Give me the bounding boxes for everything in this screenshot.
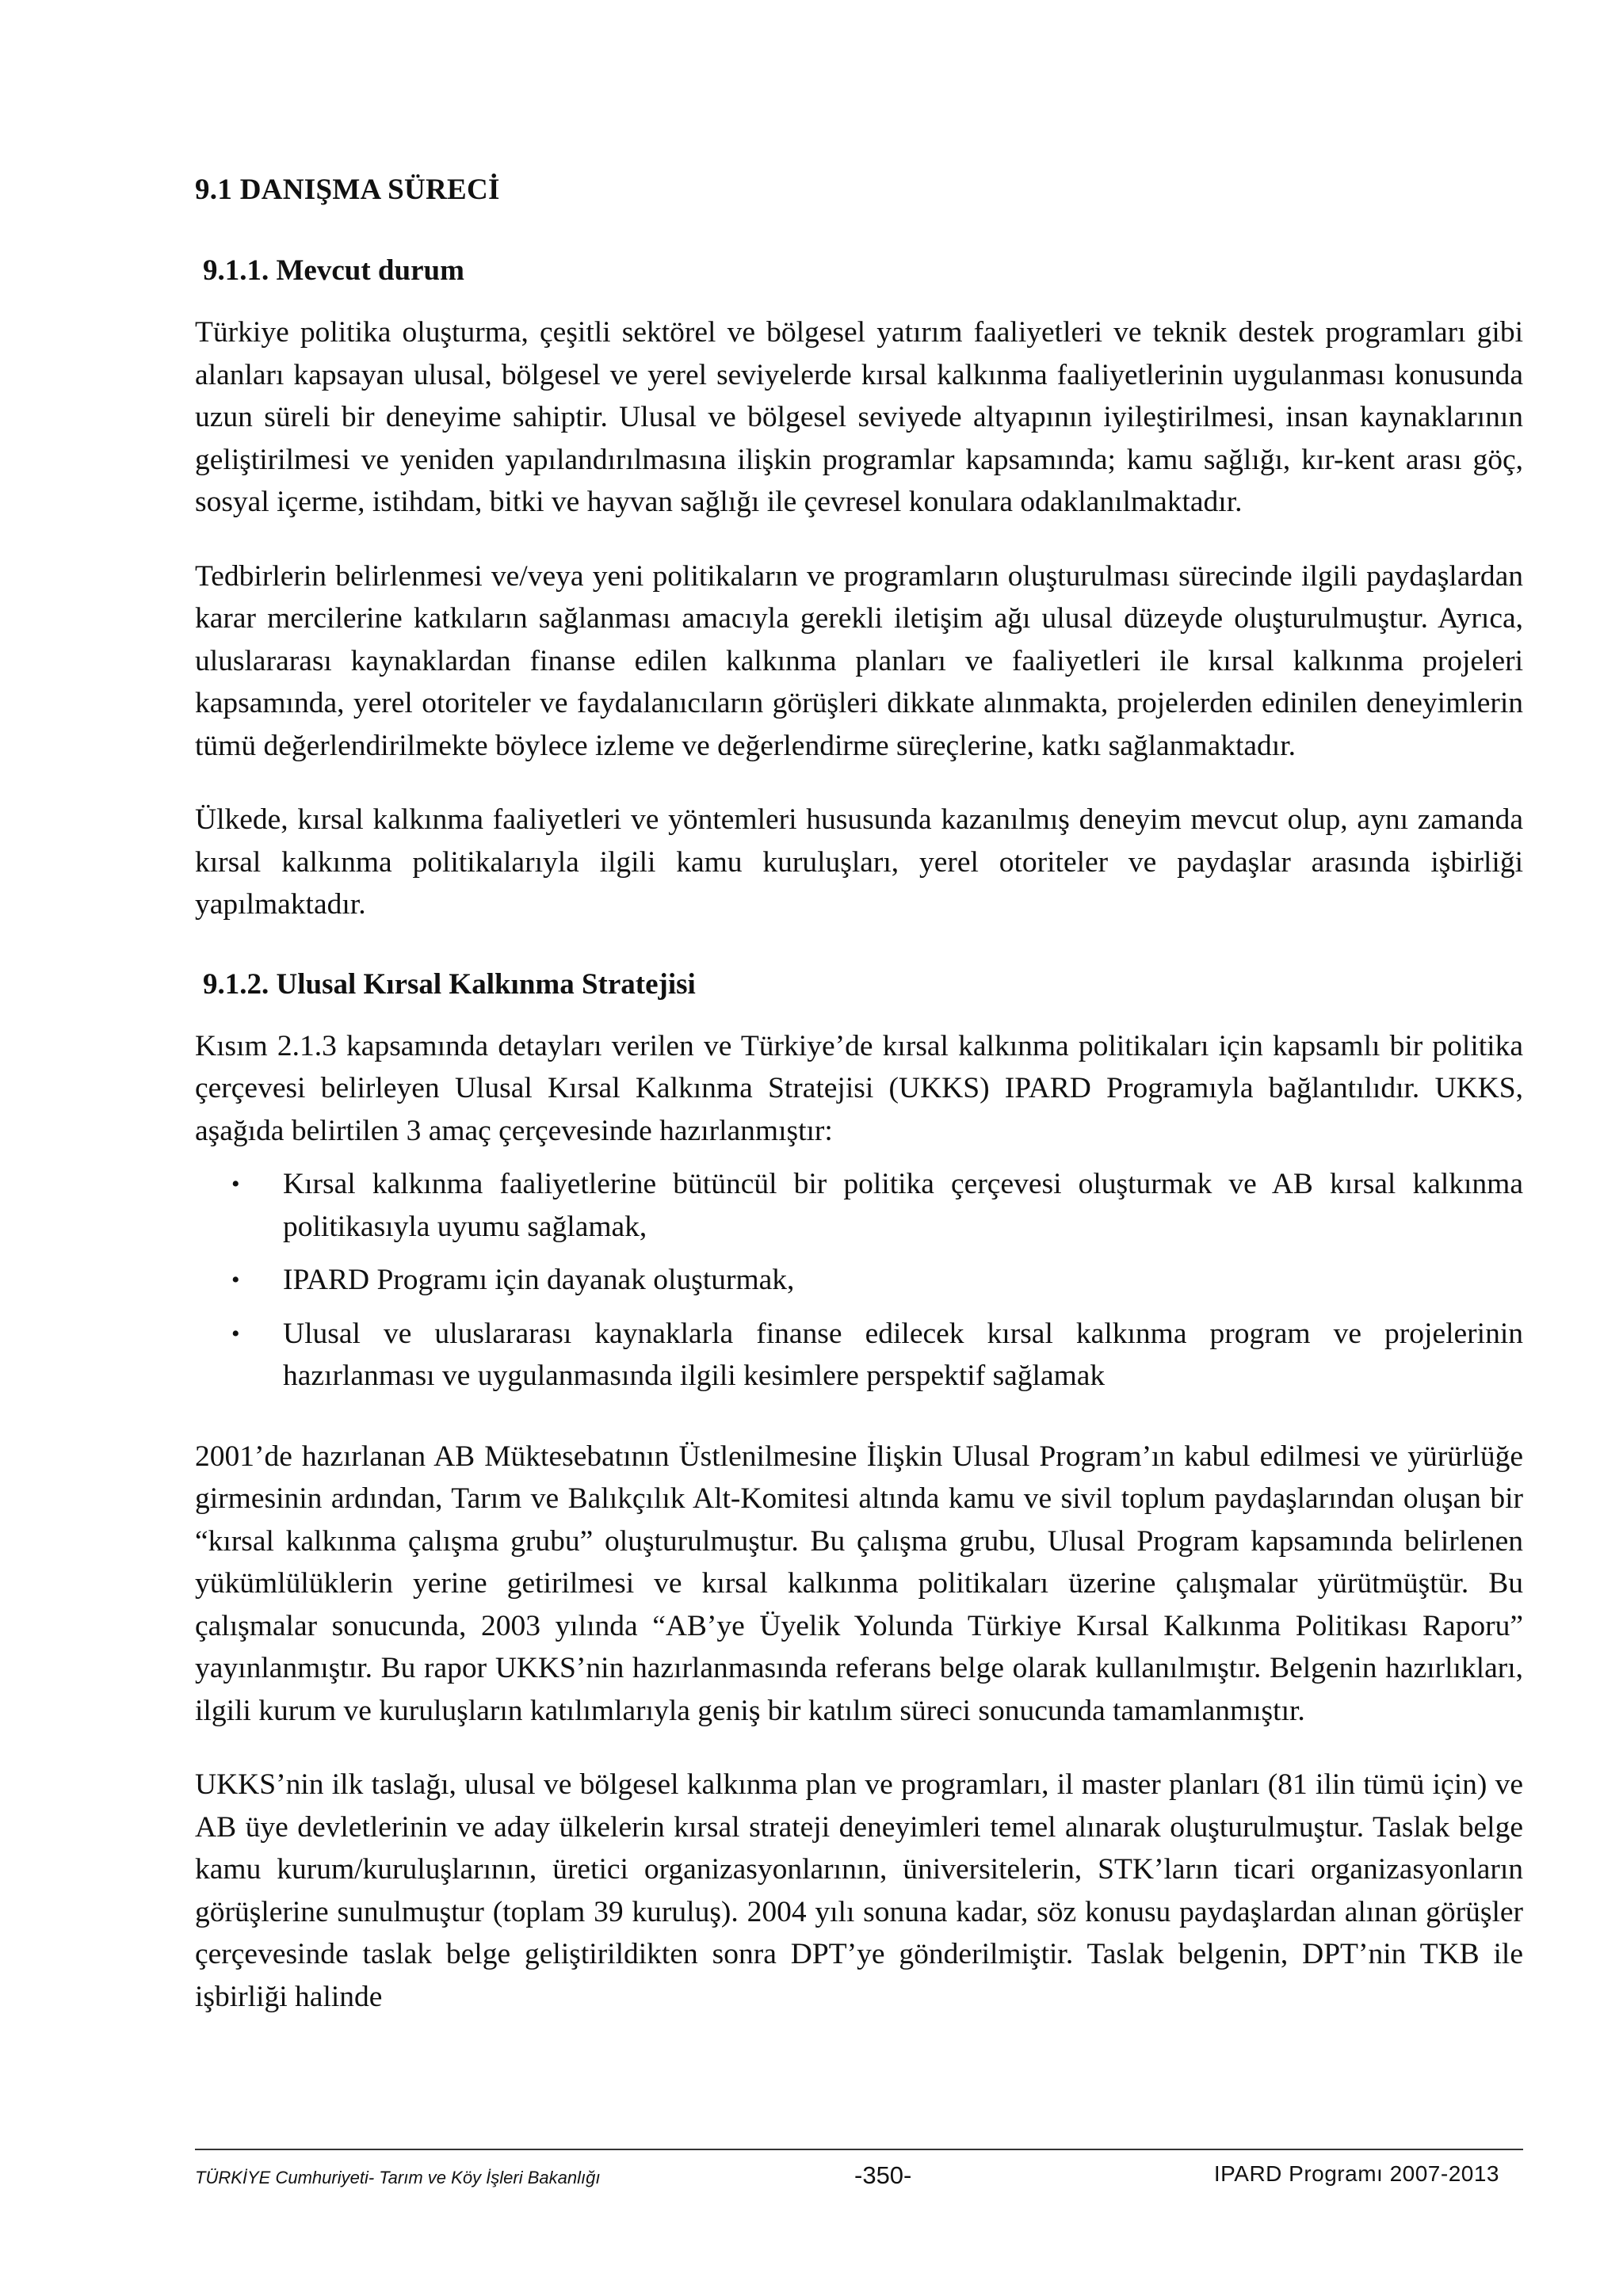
list-item	[195, 1259, 1523, 1302]
bullet-icon: •	[231, 1267, 240, 1293]
paragraph: Türkiye politika oluşturma, çeşitli sektörel ve bölgesel yatırım faaliyetleri ve teknik destek programları gibi alanları kapsayan ulusal, bölgesel ve yerel seviyelerde kırsal kalkınma faaliyetlerinin uygulanması konusunda uzun süreli bir deneyime sahiptir. Ulusal ve bölgesel seviyede altyapının iyileştirilmesi, insan kaynaklarının geliştirilmesi ve yeniden yapılandırılmasına ilişkin programlar kapsamında; kamu sağlığı, kır-kent arası göç, sosyal içerme, istihdam, bitki ve hayvan sağlığı ile çevresel konulara odaklanılmaktadır.	[195, 316, 1523, 518]
bullet-icon: •	[231, 1320, 240, 1347]
objectives-list	[195, 1163, 1523, 1398]
subsection-heading-ukks: 9.1.2. Ulusal Kırsal Kalkınma Stratejisi	[203, 967, 696, 1001]
subsection-heading-mevcut-durum: 9.1.1. Mevcut durum	[203, 254, 464, 287]
document-body	[195, 254, 1523, 2018]
footer-divider	[195, 2149, 1523, 2150]
list-item-text: IPARD Programı için dayanak oluşturmak,	[283, 1264, 795, 1296]
paragraph: Ülkede, kırsal kalkınma faaliyetleri ve yöntemleri hususunda kazanılmış deneyim mevcut olup, aynı zamanda kırsal kalkınma politikalarıyla ilgili kamu kuruluşları, yerel otoriteler ve paydaşlar arasında işbirliği yapılmaktadır.	[195, 803, 1523, 921]
list-item-text: Kırsal kalkınma faaliyetlerine bütüncül bir politika çerçevesi oluşturmak ve AB kırsal kalkınma politikasıyla uyumu sağlamak,	[283, 1168, 1523, 1243]
paragraph-intro: Kısım 2.1.3 kapsamında detayları verilen ve Türkiye’de kırsal kalkınma politikaları için kapsamlı bir politika çerçevesi belirleyen Ulusal Kırsal Kalkınma Stratejisi (UKKS) IPARD Programıyla bağlantılıdır. UKKS, aşağıda belirtilen 3 amaç çerçevesinde hazırlanmıştır:	[195, 1029, 1523, 1147]
list-item	[195, 1313, 1523, 1398]
list-item-text: Ulusal ve uluslararası kaynaklarla finanse edilecek kırsal kalkınma program ve projelerinin hazırlanması ve uygulanmasında ilgili kesimlere perspektif sağlamak	[283, 1317, 1523, 1392]
paragraph: Tedbirlerin belirlenmesi ve/veya yeni politikaların ve programların oluşturulması sürecinde ilgili paydaşlardan karar mercilerine katkıların sağlanması amacıyla gerekli iletişim ağı ulusal düzeyde oluşturulmuştur. Ayrıca, uluslararası kaynaklardan finanse edilen kalkınma planları ve faaliyetleri ile kırsal kalkınma projeleri kapsamında, yerel otoriteler ve faydalanıcıların görüşleri dikkate alınmakta, projelerden edinilen deneyimlerin tümü değerlendirilmekte böylece izleme ve değerlendirme süreçlerine, katkı sağlanmaktadır.	[195, 559, 1523, 762]
paragraph: 2001’de hazırlanan AB Müktesebatının Üstlenilmesine İlişkin Ulusal Program’ın kabul edilmesi ve yürürlüğe girmesinin ardından, Tarım ve Balıkçılık Alt-Komitesi altında kamu ve sivil toplum paydaşlarından oluşan bir “kırsal kalkınma çalışma grubu” oluşturulmuştur. Bu çalışma grubu, Ulusal Program kapsamında belirlenen yükümlülüklerin yerine getirilmesi ve kırsal kalkınma politikaları üzerine çalışmalar yürütmüştür. Bu çalışmalar sonucunda, 2003 yılında “AB’ye Üyelik Yolunda Türkiye Kırsal Kalkınma Politikası Raporu” yayınlanmıştır. Bu rapor UKKS’nin hazırlanmasında referans belge olarak kullanılmıştır. Belgenin hazırlıkları, ilgili kurum ve kuruluşların katılımlarıyla geniş bir katılım süreci sonucunda tamamlanmıştır.	[195, 1440, 1523, 1727]
footer-program: IPARD Programı 2007-2013	[1213, 2161, 1499, 2186]
footer-ministry: TÜRKİYE Cumhuriyeti- Tarım ve Köy İşleri Bakanlığı	[195, 2168, 601, 2187]
section-title: 9.1 DANIŞMA SÜRECİ	[195, 174, 500, 206]
paragraph: UKKS’nin ilk taslağı, ulusal ve bölgesel kalkınma plan ve programları, il master planları (81 ilin tümü için) ve AB üye devletlerinin ve aday ülkelerin kırsal strateji deneyimleri temel alınarak oluşturulmuştur. Taslak belge kamu kurum/kuruluşlarının, üretici organizasyonlarının, üniversitelerin, STK’ların ticari organizasyonların görüşlerine sunulmuştur (toplam 39 kuruluş). 2004 yılı sonuna kadar, söz konusu paydaşlardan alınan görüşler çerçevesinde taslak belge geliştirildikten sonra DPT’ye gönderilmiştir. Taslak belgenin, DPT’nin TKB ile işbirliği halinde	[195, 1768, 1523, 2013]
page-number: -350-	[854, 2161, 912, 2189]
document-page	[195, 0, 1523, 2296]
bullet-icon: •	[231, 1171, 240, 1197]
list-item	[195, 1163, 1523, 1248]
page-footer	[195, 2161, 1523, 2201]
